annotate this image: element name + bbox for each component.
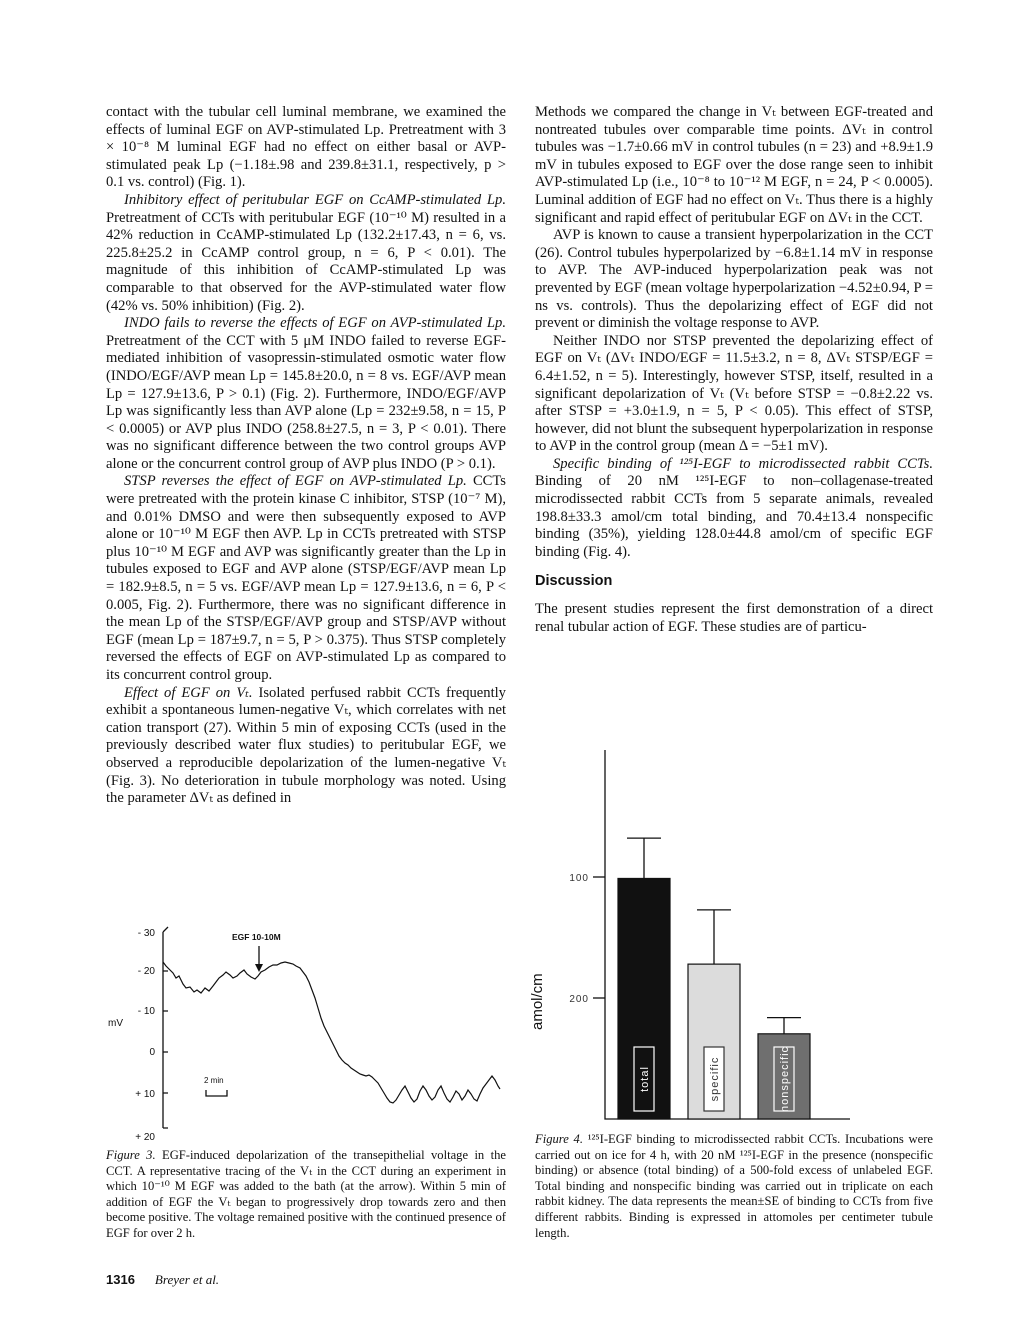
- egf-binding-bar-chart: [520, 745, 850, 1125]
- egf-label: EGF 10-10M: [232, 932, 281, 942]
- bar-category-label: total: [639, 1066, 651, 1092]
- paragraph: [535, 456, 933, 562]
- y-tick-label: + 10: [135, 1089, 155, 1100]
- y-tick-label: + 20: [135, 1132, 155, 1143]
- y-axis: [163, 927, 168, 1128]
- paragraph-body: Pretreatment of CCTs with peritubular EGF (10⁻¹⁰ M) resulted in a 42% reduction in CcAMP-stimulated Lp (132.2±17.43, n = 6, vs. 225.8±25.2 in CcAMP control group, n = 6, P < 0.01). The magnitude of this inhibition of CcAMP-stimulated Lp was comparable to that observed for the AVP-stimulated water flow (42% vs. 50% inhibition) (Fig. 2).: [106, 209, 506, 314]
- paragraph-body: Pretreatment of the CCT with 5 μM INDO failed to reverse EGF-mediated inhibition of vasopressin-stimulated osmotic water flow (INDO/EGF/AVP mean Lp = 145.8±20.0, n = 8 vs. EGF/AVP mean Lp = 127.9±13.6, P > 0.1) (Fig. 2). Furthermore, INDO/EGF/AVP Lp was significantly less than AVP alone (Lp = 232±9.58, n = 15, P < 0.0005) or AVP plus INDO (258.8±27.5, n = 3, P < 0.01). There was no significant difference between the two control groups AVP alone or the concurrent control group of AVP plus INDO (P > 0.1).: [106, 332, 506, 472]
- run-in-heading: STSP reverses the effect of EGF on AVP-stimulated Lp.: [124, 473, 467, 490]
- y-axis-ticks: [163, 971, 168, 1128]
- y-axis-label: amol/cm: [529, 973, 546, 1030]
- paragraph: AVP is known to cause a transient hyperpolarization in the CCT (26). Control tubules hyperpolarized by −6.8±1.14 mV in response to AVP. The AVP-induced hyperpolarization peak was not prevented by EGF (mean voltage hyperpolarization −4.52±0.94, P = ns vs. controls). Thus the depolarizing effect of EGF did not prevent or diminish the voltage response to AVP.: [535, 227, 934, 332]
- y-tick-label: - 30: [137, 928, 155, 939]
- paragraph-body: Isolated perfused rabbit CCTs frequently exhibit a spontaneous lumen-negative Vₜ, which correlates with net cation transport (27). Within 5 min of exposing CCTs (used in the previously described water flux studies) to peritubular EGF, we observed a reproducible depolarization of the lumen-negative Vₜ (Fig. 3). No deterioration in tubule morphology was noted. Using the parameter ΔVₜ as defined in: [106, 684, 506, 807]
- paragraph: [106, 473, 506, 684]
- egf-arrowhead: [255, 964, 263, 972]
- bar-category-label: nonspecific: [779, 1045, 791, 1113]
- caption-text: ¹²⁵I-EGF binding to microdissected rabbit CCTs. Incubations were carried out on ice for 4 h, with 20 nM ¹²⁵I-EGF in the presence (nonspecific binding) or absence (total binding) of a 500-fold excess of unlabeled EGF. Total binding and nonspecific binding was carried out in triplicate on each rabbit kidney. The data represents the mean±SE of binding to CCTs from five different rabbits. Binding is expressed in attomoles per centimeter tubule length.: [535, 1132, 933, 1240]
- run-in-heading: Inhibitory effect of peritubular EGF on CcAMP-stimulated Lp.: [124, 191, 506, 208]
- paragraph: [106, 315, 506, 473]
- time-scale-bar: [206, 1090, 227, 1096]
- running-author: Breyer et al.: [154, 1272, 220, 1287]
- y-tick-label: - 10: [137, 1006, 155, 1017]
- section-heading: Discussion: [535, 573, 613, 590]
- paragraph: The present studies represent the first demonstration of a direct renal tubular action of EGF. These studies are of particu-: [535, 601, 933, 635]
- page-number: 1316: [106, 1272, 135, 1287]
- time-scale-label: 2 min: [204, 1076, 224, 1085]
- paragraph-body: Binding of 20 nM ¹²⁵I-EGF to non–collagenase-treated microdissected rabbit CCTs from 5 separate animals, revealed 198.8±33.3 amol/cm total binding, and 70.4±13.4 nonspecific binding (35%), yielding 128.0±44.8 amol/cm of specific EGF binding (Fig. 4).: [535, 473, 933, 560]
- voltage-trace-figure: [106, 918, 516, 1143]
- y-tick-label: 200: [569, 994, 589, 1005]
- figure-4-caption: [535, 1132, 933, 1241]
- paragraph: Neither INDO nor STSP prevented the depolarizing effect of EGF on Vₜ (ΔVₜ INDO/EGF = 11.5±3.2, n = 8, ΔVₜ STSP/EGF = 6.4±1.52, n = 5). Interestingly, however STSP, itself, resulted in a significant depolarization of Vₜ (Vₜ before STSP = −0.8±2.22 vs. after STSP = +3.0±1.9, n = 5, P < 0.05). This effect of STSP, however, did not blunt the subsequent hyperpolarization in response to AVP in the control group (mean Δ = −5±1 mV).: [535, 332, 933, 455]
- right-column: [535, 104, 933, 636]
- caption-text: EGF-induced depolarization of the transepithelial voltage in the CCT. A representative tracing of the Vₜ in the CCT during an experiment in which 10⁻¹⁰ M EGF was added to the bath (at the arrow). Within 5 min of addition of EGF the Vₜ began to progressively drop towards zero and then become positive. The voltage remained positive with the continued presence of EGF for over 2 h.: [106, 1148, 506, 1240]
- page-footer: [106, 1272, 219, 1288]
- paragraph: [106, 685, 506, 808]
- paragraph: [106, 192, 506, 315]
- y-tick-label: - 20: [137, 966, 155, 977]
- figure-label: Figure 4.: [535, 1132, 583, 1146]
- y-tick-label: 0: [149, 1047, 155, 1058]
- y-tick-label: 100: [569, 873, 589, 884]
- left-column: [106, 104, 506, 808]
- run-in-heading: Effect of EGF on Vₜ.: [124, 684, 253, 701]
- run-in-heading: Specific binding of ¹²⁵I-EGF to microdissected rabbit CCTs.: [553, 455, 933, 472]
- run-in-heading: INDO fails to reverse the effects of EGF on AVP-stimulated Lp.: [124, 315, 506, 332]
- figure-label: Figure 3.: [106, 1148, 156, 1162]
- paragraph: Methods we compared the change in Vₜ between EGF-treated and nontreated tubules over comparable time points. ΔVₜ in control tubules was −1.7±0.66 mV in control tubules (n = 23) and +8.9±1.9 mV in tubules exposed to EGF over the dose range seen to inhibit AVP-stimulated Lp (i.e., 10⁻⁸ to 10⁻¹² M EGF, n = 24, P < 0.0005). Luminal addition of EGF had no effect on Vₜ. Thus there is a highly significant and rapid effect of peritubular EGF on ΔVₜ in the CCT.: [535, 104, 933, 226]
- paragraph: contact with the tubular cell luminal membrane, we examined the effects of luminal EGF on AVP-stimulated Lp. Pretreatment with 3 × 10⁻⁸ M luminal EGF had no effect on either basal or AVP-stimulated peak Lp (−1.18±.98 and 239.8±31.1, respectively, p > 0.1 vs. control) (Fig. 1).: [106, 104, 506, 191]
- y-axis-unit: mV: [108, 1018, 123, 1029]
- figure-3-caption: [106, 1148, 506, 1242]
- bar-category-label: specific: [709, 1056, 721, 1102]
- paragraph-body: CCTs were pretreated with the protein kinase C inhibitor, STSP (10⁻⁷ M), and 0.01% DMSO and were then subsequently exposed to AVP alone or 10⁻¹⁰ M EGF then AVP. Lp in CCTs pretreated with STSP plus 10⁻¹⁰ M EGF and AVP was significantly greater than the Lp in tubules exposed to EGF and AVP alone (STSP/EGF/AVP mean Lp = 182.9±8.5, n = 5 vs. EGF/AVP mean Lp = 127.9±13.6, n = 6, P < 0.005, Fig. 2). Furthermore, there was no significant difference in the mean Lp of the STSP/EGF/AVP group and STSP/AVP without EGF (mean Lp = 187±9.7, n = 5, P > 0.375). Thus STSP completely reversed the effects of EGF on AVP-stimulated Lp as compared to its concurrent control group.: [106, 473, 506, 683]
